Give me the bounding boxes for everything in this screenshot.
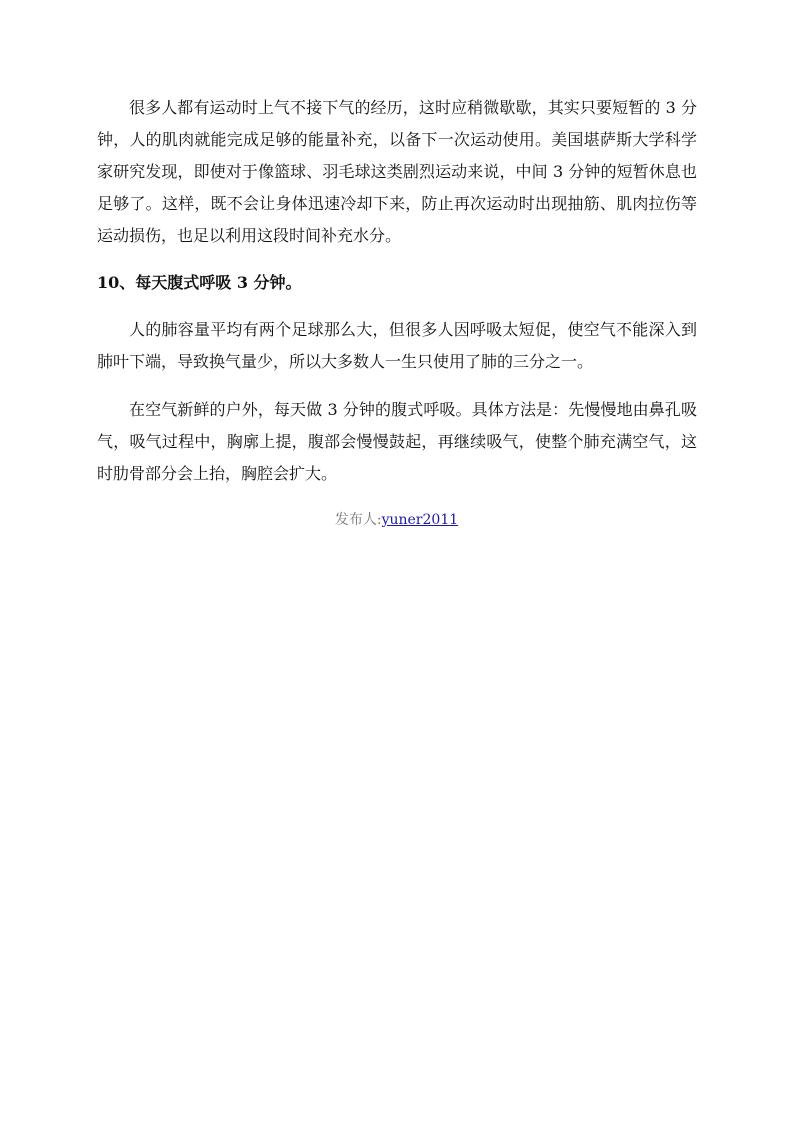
publisher-line: [0, 505, 793, 535]
publisher-link[interactable]: yuner2011: [381, 512, 459, 528]
text-line: 人的肺容量平均有两个足球那么大，但很多人因呼吸太短促，使空气不能深入到: [129, 320, 697, 339]
paragraph-rest-after-exercise: [97, 92, 697, 252]
publisher-label: 发布人:: [334, 512, 382, 528]
text-line: 在空气新鲜的户外，每天做 3 分钟的腹式呼吸。具体方法是：先慢慢地由鼻孔吸: [129, 400, 697, 419]
text-line: 时肋骨部分会上抬，胸腔会扩大。: [97, 464, 338, 483]
text-line: 肺叶下端，导致换气量少，所以大多数人一生只使用了肺的三分之一。: [97, 352, 594, 371]
text-line: 家研究发现，即使对于像篮球、羽毛球这类剧烈运动来说，中间 3 分钟的短暂休息也: [97, 162, 697, 181]
section-heading: 10、每天腹式呼吸 3 分钟。: [97, 273, 302, 292]
paragraph-breathing-method: [97, 394, 697, 490]
paragraph-lung-capacity: [97, 314, 697, 378]
text-line: 足够了。这样，既不会让身体迅速冷却下来，防止再次运动时出现抽筋、肌肉拉伤等: [97, 194, 697, 213]
text-line: 很多人都有运动时上气不接下气的经历，这时应稍微歇歇，其实只要短暂的 3 分: [129, 98, 697, 117]
text-line: 钟，人的肌肉就能完成足够的能量补充，以备下一次运动使用。美国堪萨斯大学科学: [97, 130, 697, 149]
text-line: 气，吸气过程中，胸廓上提，腹部会慢慢鼓起，再继续吸气，使整个肺充满空气，这: [97, 432, 697, 451]
text-line: 运动损伤，也足以利用这段时间补充水分。: [97, 226, 402, 245]
